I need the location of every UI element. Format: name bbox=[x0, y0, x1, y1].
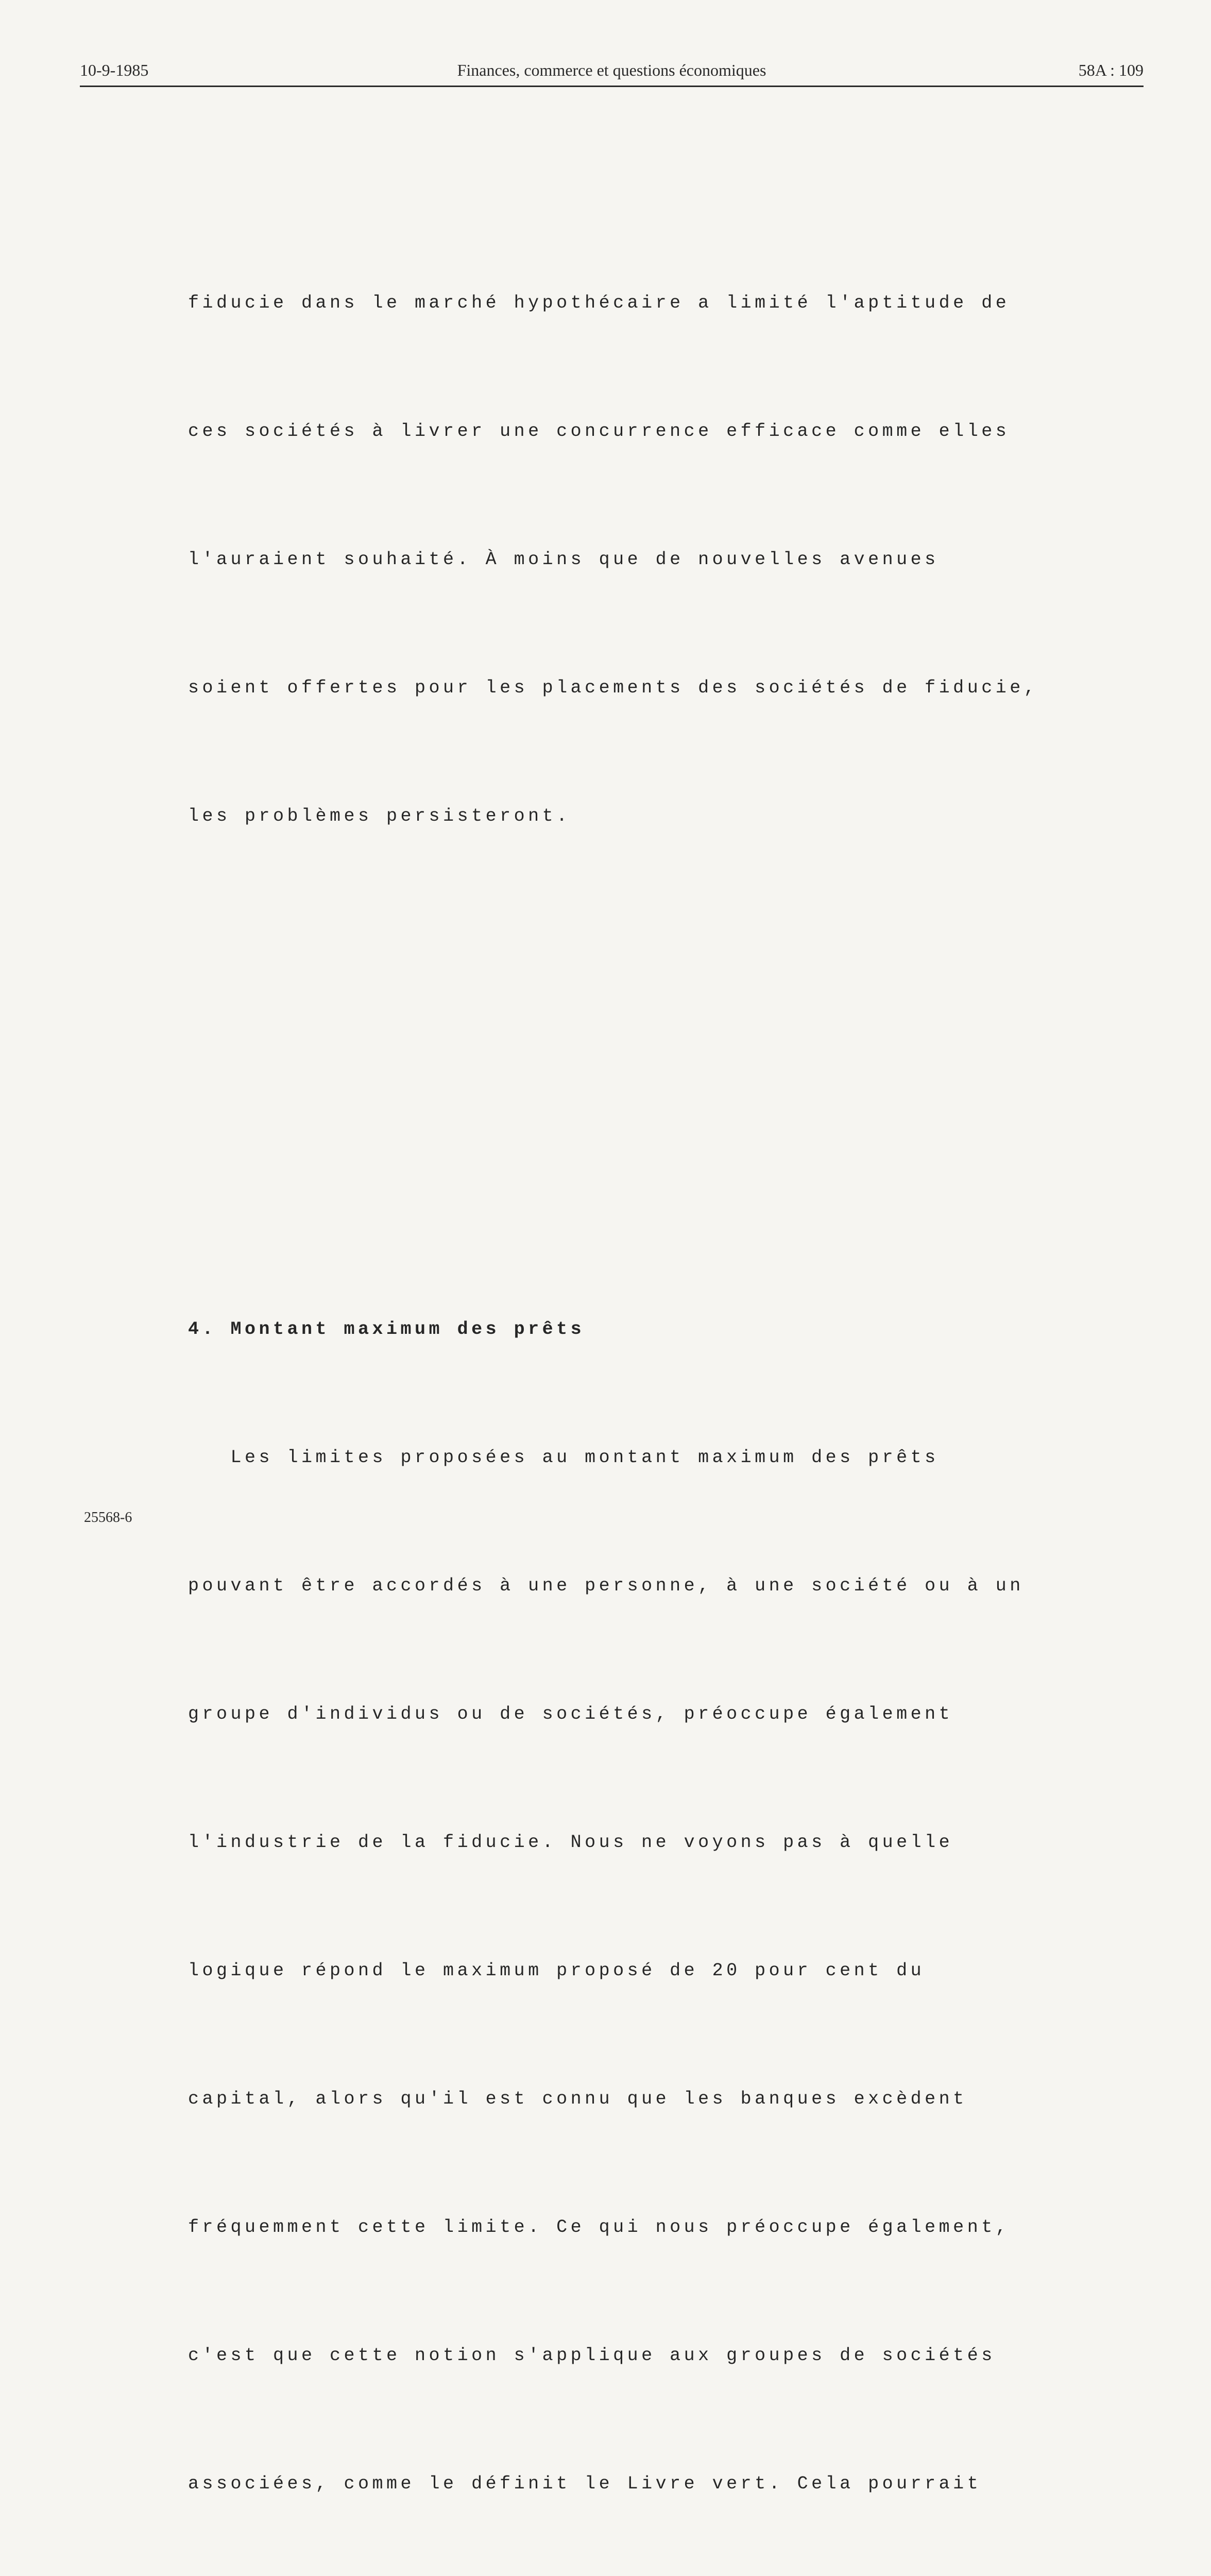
text-line: groupe d'individus ou de sociétés, préoccupe également bbox=[188, 1704, 953, 1724]
text-line: fiducie dans le marché hypothécaire a limité l'aptitude de bbox=[188, 293, 1010, 313]
header-title: Finances, commerce et questions économiques bbox=[457, 61, 766, 79]
section-4 bbox=[188, 1223, 1074, 2576]
header-rule bbox=[80, 86, 1144, 87]
text-line: ces sociétés à livrer une concurrence efficace comme elles bbox=[188, 421, 1010, 442]
text-line: fréquemment cette limite. Ce qui nous préoccupe également, bbox=[188, 2217, 1010, 2238]
text-line: logique répond le maximum proposé de 20 pour cent du bbox=[188, 1960, 925, 1981]
header-date: 10-9-1985 bbox=[80, 61, 149, 79]
paragraph-1 bbox=[188, 196, 1074, 923]
text-line: l'auraient souhaité. À moins que de nouvelles avenues bbox=[188, 549, 939, 570]
body-text bbox=[188, 111, 1074, 2576]
text-line: c'est que cette notion s'applique aux groupes de sociétés bbox=[188, 2345, 996, 2366]
text-line: l'industrie de la fiducie. Nous ne voyons pas à quelle bbox=[188, 1832, 953, 1853]
section-heading: 4. Montant maximum des prêts bbox=[188, 1319, 585, 1340]
text-line: associées, comme le définit le Livre vert. Cela pourrait bbox=[188, 2473, 982, 2494]
text-line: les problèmes persisteront. bbox=[188, 806, 571, 826]
text-line: Les limites proposées au montant maximum des prêts bbox=[188, 1447, 939, 1468]
header-page-number: 58A : 109 bbox=[1078, 61, 1144, 79]
spacer bbox=[188, 1052, 1074, 1094]
text-line: capital, alors qu'il est connu que les banques excèdent bbox=[188, 2089, 967, 2109]
text-line: pouvant être accordés à une personne, à une société ou à un bbox=[188, 1575, 1024, 1596]
text-line: soient offertes pour les placements des sociétés de fiducie, bbox=[188, 677, 1038, 698]
document-code: 25568-6 bbox=[84, 1510, 132, 1526]
page-header bbox=[80, 57, 1144, 83]
